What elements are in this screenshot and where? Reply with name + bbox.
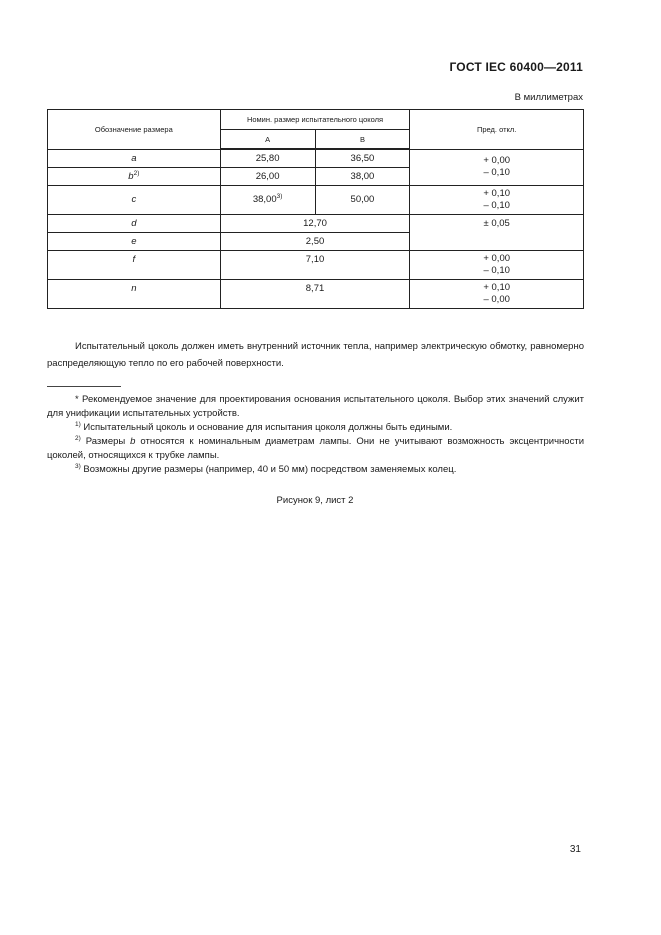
footnote-2 (47, 435, 584, 463)
tolerance-upper: + 0,00 (483, 155, 511, 166)
footnote-3 (47, 463, 584, 477)
value-ab-cell: 12,70 (220, 214, 410, 232)
tolerance-cell (410, 279, 584, 308)
footnote-mark: 2) (75, 435, 81, 442)
designation-letter: b (128, 170, 134, 182)
footnote-text: Возможны другие размеры (например, 40 и 50 мм) посредством заменяемых колец. (83, 464, 457, 475)
footnote-text: Испытательный цоколь и основание для испытания цоколя должны быть едиными. (83, 422, 453, 433)
table-row (48, 279, 584, 308)
body-paragraph: Испытательный цоколь должен иметь внутренний источник тепла, например электрическую обмотку, равномерно распределяющую тепло по его рабочей поверхности. (47, 341, 584, 369)
header-sub-a: A (220, 130, 315, 150)
footnote-text-pre: Размеры (85, 436, 131, 447)
value-a-cell: 26,00 (220, 167, 315, 185)
footnote-text: Рекомендуемое значение для проектирования основания испытательного цоколя. Выбор этих значений служит для унификации испытательных устройств. (47, 394, 584, 419)
header-nominal-size: Номин. размер испытательного цоколя (220, 110, 410, 130)
value-b-cell: 36,50 (315, 149, 410, 167)
tolerance-lower: – 0,10 (483, 167, 510, 178)
designation-cell: n (48, 279, 221, 308)
value-b-cell: 50,00 (315, 185, 410, 214)
tolerance-lower: – 0,00 (483, 293, 510, 305)
designation-cell: d (48, 214, 221, 232)
tolerance-upper: + 0,10 (483, 187, 511, 199)
footnote-text-post: относятся к номинальным диаметрам лампы. Они не учитывают возможность эксцентричности цоколей, относящихся к трубке лампы. (47, 436, 584, 461)
footnote-mark: * (75, 394, 79, 405)
table-row (48, 185, 584, 214)
table-row (48, 214, 584, 232)
table-row (48, 250, 584, 279)
tolerance-lower: – 0,10 (483, 264, 510, 276)
footnote-ref: 3) (276, 193, 283, 200)
page-number: 31 (569, 844, 581, 855)
header-tolerance: Пред. откл. (410, 110, 584, 150)
footnote-ref: 2) (133, 169, 140, 177)
footnote-italic: b (130, 436, 136, 447)
footnote-mark: 3) (75, 463, 81, 470)
header-designation: Обозначение размера (48, 110, 221, 150)
table-row (48, 149, 584, 167)
tolerance-cell (410, 185, 584, 214)
tolerance-lower: – 0,10 (483, 199, 510, 211)
figure-caption: Рисунок 9, лист 2 (276, 495, 354, 506)
tolerance-cell (410, 149, 584, 185)
footnote-divider (47, 386, 121, 387)
tolerance-cell (410, 250, 584, 279)
designation-cell: a (48, 149, 221, 167)
designation-cell: c (48, 185, 221, 214)
dimensions-table (47, 109, 584, 309)
footnote-star (47, 393, 584, 421)
value-ab-cell: 7,10 (220, 250, 410, 279)
value-text: 38,00 (252, 194, 277, 205)
value-a-cell: 25,80 (220, 149, 315, 167)
tolerance-upper: + 0,00 (483, 252, 511, 264)
value-b-cell: 38,00 (315, 167, 410, 185)
tolerance-cell: ± 0,05 (410, 214, 584, 250)
tolerance-upper: + 0,10 (483, 281, 511, 293)
value-a-cell (220, 185, 315, 214)
document-code: ГОСТ IEC 60400—2011 (449, 60, 583, 74)
designation-cell: f (48, 250, 221, 279)
value-ab-cell: 2,50 (220, 232, 410, 250)
units-note: В миллиметрах (514, 92, 583, 103)
designation-cell: e (48, 232, 221, 250)
header-sub-b: B (315, 130, 410, 150)
designation-cell (48, 167, 221, 185)
footnote-1 (47, 421, 584, 435)
footnote-mark: 1) (75, 421, 81, 428)
value-ab-cell: 8,71 (220, 279, 410, 308)
